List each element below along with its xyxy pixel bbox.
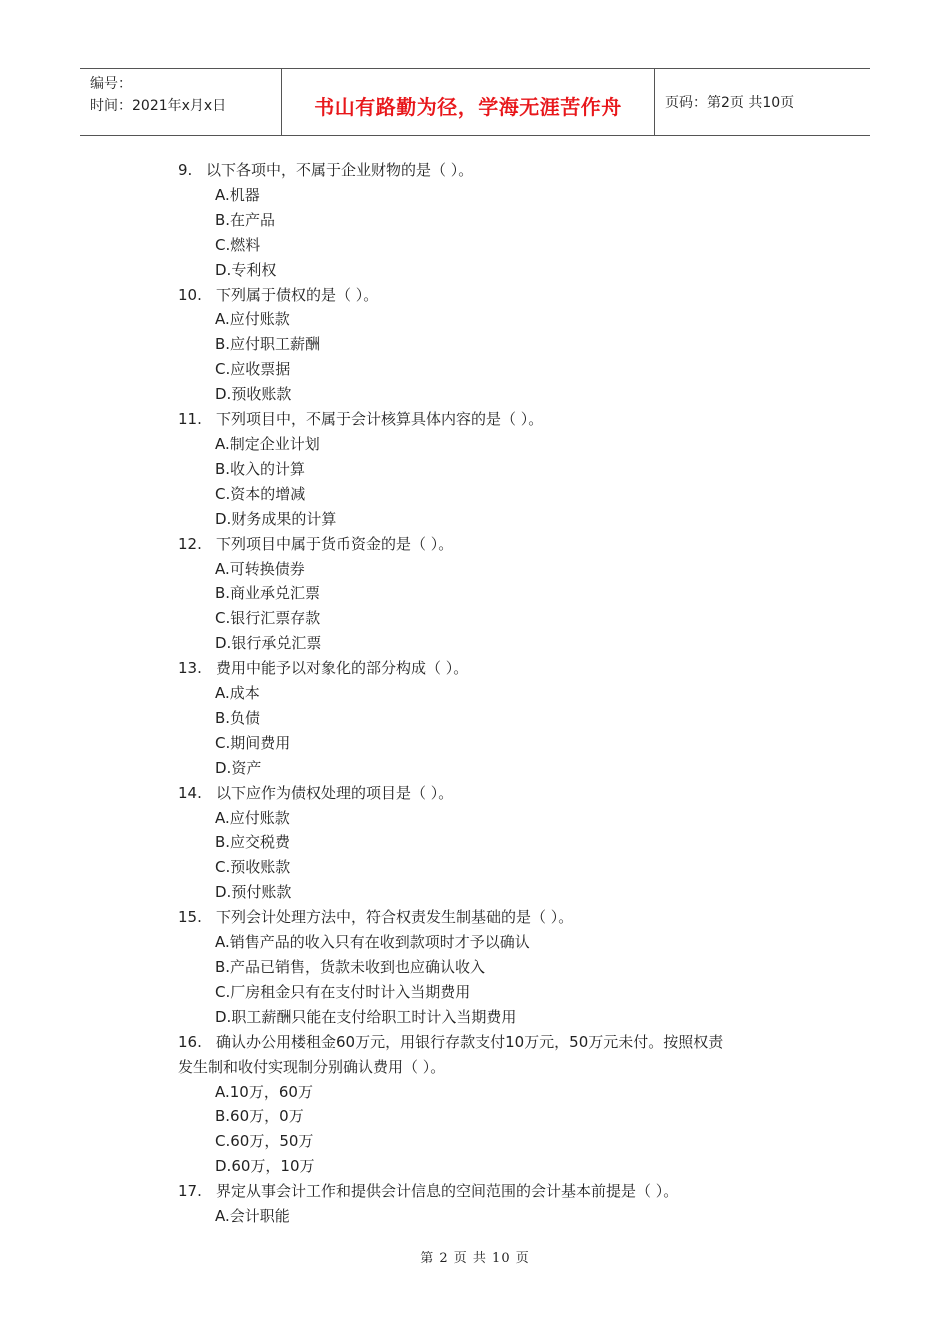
question-list (0, 158, 950, 1229)
question-1 (0, 283, 950, 308)
answer-option: B.商业承兑汇票 (215, 584, 321, 603)
answer-option: D.60万，10万 (215, 1157, 315, 1176)
question-number: 17. (178, 1182, 202, 1201)
answer-option: D.资产 (215, 758, 262, 777)
question-5 (0, 781, 950, 806)
answer-option: A.成本 (215, 684, 260, 703)
question-text: 以下应作为债权处理的项目是（ ）。 (216, 783, 454, 802)
answer-option: B.收入的计算 (215, 459, 306, 478)
answer-option: C.60万，50万 (215, 1132, 314, 1151)
answer-option: B.60万，0万 (215, 1107, 304, 1126)
question-0 (0, 158, 950, 183)
question-text: 下列属于债权的是（ ）。 (216, 285, 379, 304)
question-2 (0, 407, 950, 432)
answer-option: C.银行汇票存款 (215, 609, 321, 628)
answer-option: A.应付账款 (215, 310, 290, 329)
question-text: 下列会计处理方法中，符合权责发生制基础的是（ ）。 (216, 908, 574, 927)
question-8 (0, 1179, 950, 1204)
answer-option: B.在产品 (215, 210, 276, 229)
answer-option: C.预收账款 (215, 858, 291, 877)
answer-option: D.银行承兑汇票 (215, 634, 322, 653)
answer-option: D.预付账款 (215, 883, 292, 902)
header-motto-cell (281, 69, 655, 135)
answer-option: C.厂房租金只有在支付时计入当期费用 (215, 982, 471, 1001)
question-text: 下列项目中属于货币资金的是（ ）。 (216, 534, 454, 553)
header-table (80, 68, 870, 136)
motto-text: 书山有路勤为径，学海无涯苦作舟 (314, 94, 622, 119)
question-text: 以下各项中，不属于企业财物的是（ ）。 (206, 161, 474, 179)
question-text: 确认办公用楼租金60万元，用银行存款支付10万元，50万元未付。按照权责 (216, 1032, 724, 1051)
answer-option: A.会计职能 (215, 1207, 290, 1226)
question-text-continuation: 发生制和收付实现制分别确认费用（ ）。 (178, 1057, 446, 1076)
answer-option: A.可转换债券 (215, 559, 305, 578)
answer-option: B.应付职工薪酬 (215, 335, 321, 354)
page-label: 页码：第2页 共10页 (665, 95, 795, 111)
time-label: 时间：2021年x月x日 (90, 98, 227, 114)
question-3 (0, 532, 950, 557)
answer-option: D.职工薪酬只能在支付给职工时计入当期费用 (215, 1007, 517, 1026)
code-label: 编号： (90, 76, 132, 92)
answer-option: B.产品已销售，货款未收到也应确认收入 (215, 958, 486, 976)
question-text: 费用中能予以对象化的部分构成（ ）。 (216, 659, 469, 678)
page-footer: 第 2 页 共 10 页 (420, 1251, 530, 1266)
question-number: 11. (178, 410, 202, 429)
header-page-cell (655, 69, 870, 135)
answer-option: C.应收票据 (215, 360, 291, 379)
question-number: 12. (178, 534, 202, 553)
answer-option: A.机器 (215, 185, 260, 204)
question-number: 14. (178, 783, 202, 802)
answer-option: D.预收账款 (215, 385, 292, 404)
question-number: 15. (178, 908, 202, 927)
question-number: 9. (178, 161, 193, 179)
question-number: 10. (178, 285, 202, 304)
answer-option: A.销售产品的收入只有在收到款项时才予以确认 (215, 933, 530, 952)
question-number: 16. (178, 1032, 202, 1051)
question-text: 下列项目中，不属于会计核算具体内容的是（ ）。 (216, 410, 544, 429)
answer-option: D.专利权 (215, 260, 277, 279)
question-text: 界定从事会计工作和提供会计信息的空间范围的会计基本前提是（ ）。 (216, 1182, 679, 1201)
question-4 (0, 656, 950, 681)
question-6 (0, 905, 950, 930)
answer-option: B.负债 (215, 708, 261, 727)
answer-option: C.资本的增减 (215, 484, 306, 503)
answer-option: C.燃料 (215, 235, 261, 254)
question-7 (0, 1030, 950, 1055)
question-number: 13. (178, 659, 202, 678)
answer-option: D.财务成果的计算 (215, 509, 337, 528)
answer-option: A.应付账款 (215, 808, 290, 827)
answer-option: C.期间费用 (215, 733, 291, 752)
answer-option: B.应交税费 (215, 833, 291, 852)
answer-option: A.10万，60万 (215, 1082, 313, 1101)
header-info-cell (80, 69, 281, 135)
answer-option: A.制定企业计划 (215, 434, 320, 453)
